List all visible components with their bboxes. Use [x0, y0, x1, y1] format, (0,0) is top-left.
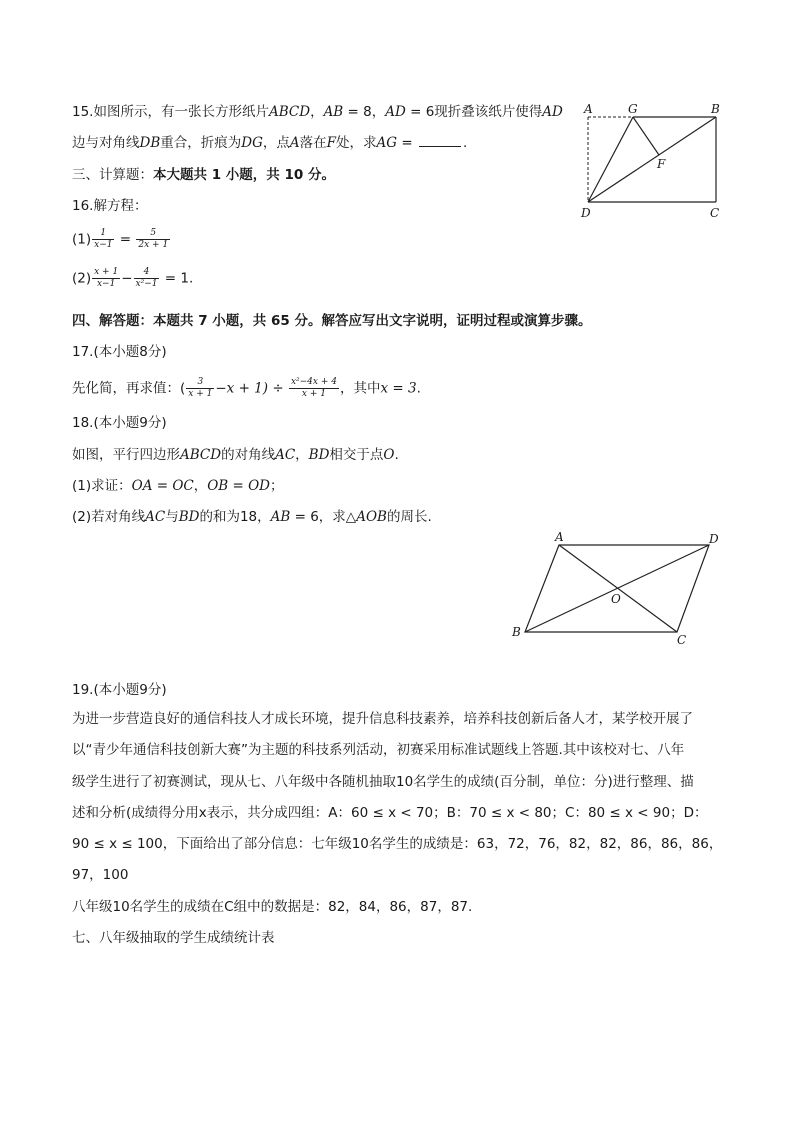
- q19-line-5: 90 ≤ x ≤ 100，下面给出了部分信息：七年级10名学生的成绩是：63，72，76，82，82，86，86，86，: [72, 836, 723, 852]
- q19-line-3: 级学生进行了初赛测试，现从七、八年级中各随机抽取10名学生的成绩(百分制，单位：分)进行整理、描: [72, 774, 694, 790]
- label-o: O: [611, 592, 621, 606]
- q16-title: 16.解方程：: [72, 198, 148, 214]
- segment-gf: [633, 117, 659, 155]
- fraction: $\frac{1}{x-1}$: [94, 228, 113, 250]
- q19-title: 19.(本小题9分): [72, 682, 167, 698]
- answer-blank: [419, 134, 461, 147]
- q19-line-1: 为进一步营造良好的通信科技人才成长环境，提升信息科技素养，培养科技创新后备人才，某学校开展了: [72, 711, 693, 727]
- label-d: D: [709, 532, 719, 546]
- section-3-heading: 三、计算题：本大题共 1 小题，共 10 分。: [72, 167, 335, 183]
- q15-line-2: 边与对角线DB重合，折痕为DG，点A落在F处，求AG = .: [72, 135, 468, 151]
- q16-part-2: (2) $\frac{x + 1}{x-1}$ − $\frac{4}{\text{x²−1}}$ = 1.: [72, 267, 194, 289]
- label-a: A: [584, 102, 593, 116]
- label-a: A: [555, 530, 564, 544]
- q19-line-8: 七、八年级抽取的学生成绩统计表: [72, 930, 275, 946]
- fraction: $\frac{\text{x²−4x + 4}}{x + 1}$: [290, 377, 337, 399]
- q19-line-6: 97，100: [72, 867, 129, 883]
- label-b: B: [711, 102, 720, 116]
- fraction: $\frac{5}{2x + 1}$: [138, 228, 169, 250]
- diagonal-db: [588, 117, 716, 202]
- q17-body: 先化简，再求值：( $\frac{3}{x + 1}$ −x + 1) ÷ $\frac{\text{x²−4x + 4}}{x + 1}$ ，其中x = 3.: [72, 377, 421, 399]
- label-b: B: [512, 625, 521, 639]
- q18-part-1: (1)求证：OA = OC，OB = OD；: [72, 478, 284, 494]
- q15-line-1: 15.如图所示，有一张长方形纸片ABCD，AB = 8，AD = 6现折叠该纸片使得AD: [72, 104, 563, 120]
- label-c: C: [677, 633, 687, 647]
- q18-part-2: (2)若对角线AC与BD的和为18，AB = 6，求△AOB的周长.: [72, 509, 432, 525]
- label-d: D: [581, 206, 591, 220]
- q19-line-7: 八年级10名学生的成绩在C组中的数据是：82，84，86，87，87.: [72, 899, 473, 915]
- fraction: $\frac{x + 1}{x-1}$: [94, 267, 119, 289]
- section-4-heading: 四、解答题：本题共 7 小题，共 65 分。解答应写出文字说明，证明过程或演算步骤。: [72, 313, 592, 329]
- fraction: $\frac{4}{\text{x²−1}}$: [135, 267, 158, 289]
- q18-line-1: 如图，平行四边形ABCD的对角线AC，BD相交于点O.: [72, 447, 399, 463]
- q16-part-1: (1) $\frac{1}{x-1}$ = $\frac{5}{2x + 1}$: [72, 228, 169, 250]
- q18-title: 18.(本小题9分): [72, 415, 167, 431]
- q19-line-2: 以“青少年通信科技创新大赛”为主题的科技系列活动，初赛采用标准试题线上答题.其中该校对七、八年: [72, 742, 685, 758]
- q19-line-4: 述和分析(成绩得分用x表示，共分成四组：A：60 ≤ x < 70；B：70 ≤ x < 80；C：80 ≤ x < 90；D：: [72, 805, 708, 821]
- label-g: G: [628, 102, 638, 116]
- fraction: $\frac{3}{x + 1}$: [188, 377, 213, 399]
- rectangle-figure: [575, 100, 735, 225]
- label-c: C: [710, 206, 720, 220]
- q17-title: 17.(本小题8分): [72, 344, 167, 360]
- fold-dg: [588, 117, 633, 202]
- parallelogram-figure: [505, 528, 735, 648]
- label-f: F: [657, 157, 666, 171]
